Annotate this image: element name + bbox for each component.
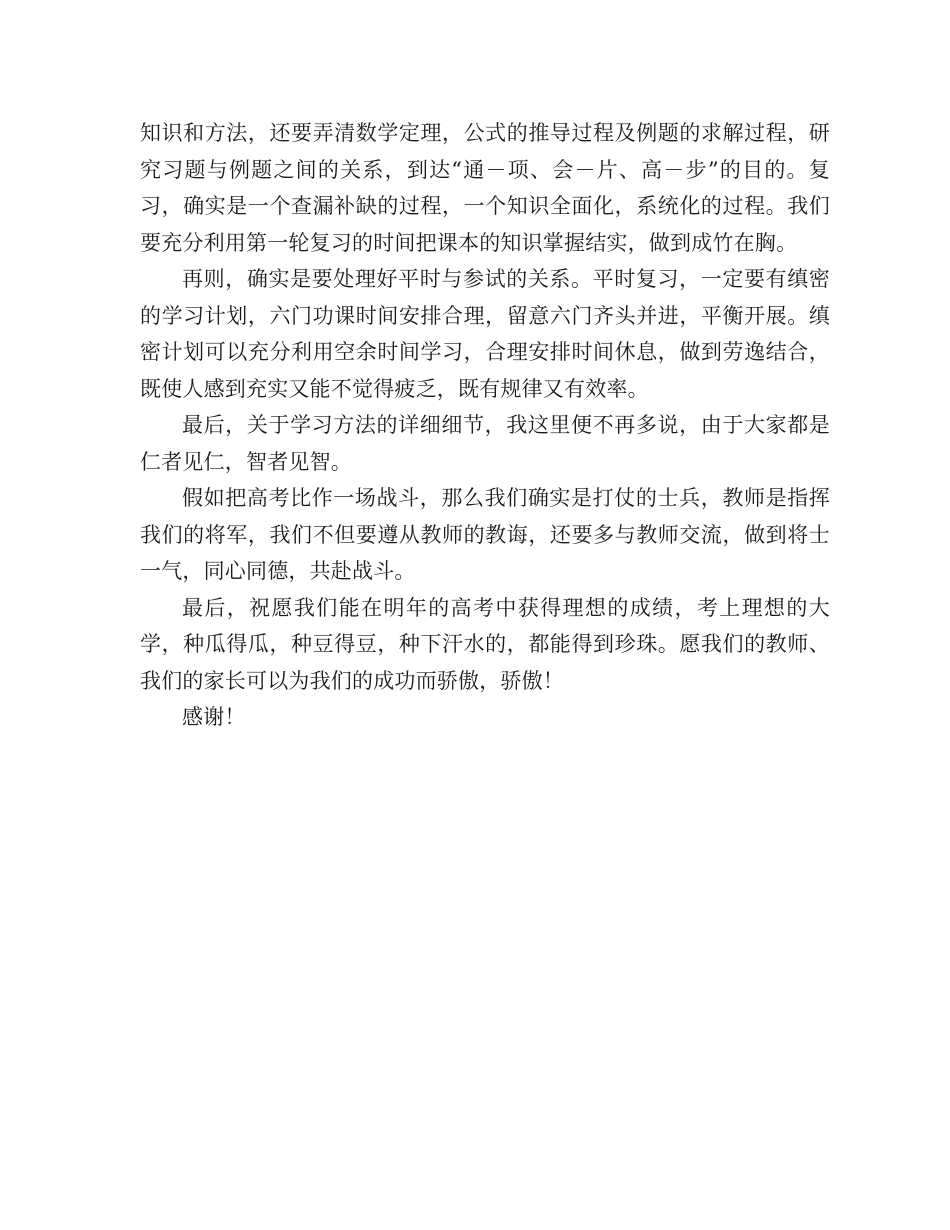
paragraph-4: 假如把高考比作一场战斗，那么我们确实是打仗的士兵，教师是指挥我们的将军，我们不但要遵从教师的教诲，还要多与教师交流，做到将士一气，同心同德，共赴战斗。 — [140, 486, 830, 583]
paragraph-3: 最后，关于学习方法的详细细节，我这里便不再多说，由于大家都是仁者见仁，智者见智。 — [140, 413, 830, 474]
paragraph-6-closing: 感谢！ — [182, 705, 246, 729]
paragraph-2: 再则，确实是要处理好平时与参试的关系。平时复习，一定要有缜密的学习计划，六门功课时间安排合理，留意六门齐头并进，平衡开展。缜密计划可以充分利用空余时间学习，合理安排时间休息，做到劳逸结合，既使人感到充实又能不觉得疲乏，既有规律又有效率。 — [140, 267, 830, 401]
paragraph-5: 最后，祝愿我们能在明年的高考中获得理想的成绩，考上理想的大学，种瓜得瓜，种豆得豆，种下汗水的，都能得到珍珠。愿我们的教师、我们的家长可以为我们的成功而骄傲，骄傲！ — [140, 595, 830, 693]
paragraph-1: 知识和方法，还要弄清数学定理，公式的推导过程及例题的求解过程，研究习题与例题之间的关系，到达“通－项、会－片、高－步”的目的。复习，确实是一个查漏补缺的过程，一个知识全面化，系统化的过程。我们要充分利用第一轮复习的时间把课本的知识掌握结实，做到成竹在胸。 — [140, 121, 830, 255]
document-body — [140, 115, 830, 736]
